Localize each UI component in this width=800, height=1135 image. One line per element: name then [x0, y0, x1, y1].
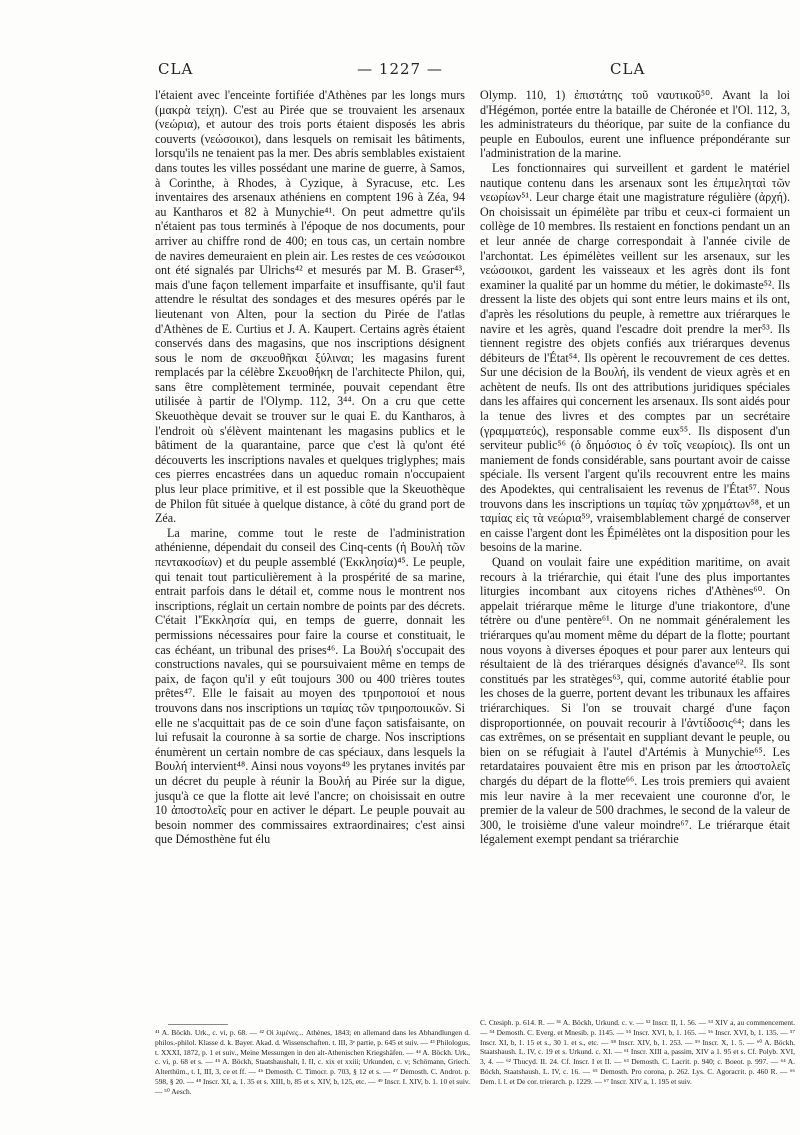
right-paragraph-2: Les fonctionnaires qui surveillent et gardent le matériel nautique contenu dans les arsenaux sont les ἐπιμεληταὶ τῶν νεωρίων⁵¹. Leur charge était une magistrature régulière (ἀρχή). On choisissait un épimélète par tribu et ceux-ci formaient un collège de 10 membres. Ils restaient en fonctions pendant un an et leur année de charge correspondait à l'année civile de l'archontat. Les épimélètes veillent sur les arsenaux, sur les νεώσοικοι, gardent les vaisseaux et les agrès dont ils font examiner la qualité par un homme du métier, le dokimaste⁵². Ils dressent la liste des objets qui sont entre leurs mains et ils ont, d'après les résolutions du peuple, à remettre aux triérarques le navire et les agrès, quand l'escadre doit prendre la mer⁵³. Ils tiennent registre des objets confiés aux triérarques devenus débiteurs de l'État⁵⁴. Ils opèrent le recouvrement de ces dettes. Sur une décision de la Βουλή, ils vendent de vieux agrès et en achètent de neufs. Ils ont des attributions juridiques spéciales dans les affaires qui concernent les arsenaux. Ils sont aidés pour la tenue des livres et des comptes par un secrétaire (γραμματεύς), responsable comme eux⁵⁵. Ils disposent d'un serviteur public⁵⁶ (ὁ δημόσιος ὁ ἐν τοῖς νεωρίοις). Ils ont un maniement de fonds considérable, sans pourtant avoir de caisse spéciale. Ils versent l'argent qu'ils recouvrent entre les mains des Apodektes, qui centralisaient les revenus de l'État⁵⁷. Nous trouvons dans les inscriptions un ταμίας τῶν χρημάτων⁵⁸, et un ταμίας εἰς τὰ νεώρια⁵⁹, vraisemblablement chargé de conserver en caisse l'argent dont les Épimélètes ont la disposition pour les besoins de la marine. — [480, 160, 790, 555]
footnotes-left-text: ⁴¹ A. Böckh. Urk., c. vi, p. 68. — ⁴² Οἱ λιμένες... Athènes, 1843; en allemand dans les Abhandlungen d. philos.-philol. Klasse d. k. Bayer. Akad. d. Wissenschaften. t. III, 3ᵉ partie, p. 645 et suiv. — ⁴³ Philologus, t. XXXI, 1872, p. 1 et suiv., Meine Messungen in den alt-Athenischen Kriegshäfen. — ⁴⁴ A. Böckh. Urk., c. vi, p. 68 et s. — ⁴⁵ A. Böckh, Staatshaushalt, I. II, c. xix et xxiii; Urkunden, c. v; Schömann, Griech. Alterthüm., t. I, III, 3, ce et ff. — ⁴⁶ Demosth. C. Timocr. p. 703, § 12 et s. — ⁴⁷ Demosth. C. Androt. p. 598, § 20. — ⁴⁸ Inscr. XI, a, 1. 35 et s. XIII, b, 85 et s. XIV, b, 125, etc. — ⁴⁹ Inscr. I. XIV, b. 1. 10 et suiv. — ⁵⁰ Aesch. — [155, 1028, 470, 1096]
running-head-right: CLA — [610, 60, 646, 78]
right-paragraph-3: Quand on voulait faire une expédition maritime, on avait recours à la triérarchie, qui était l'une des plus importantes liturgies incombant aux citoyens riches d'Athènes⁶⁰. On appelait triérarque même le liturge d'une triakontore, d'une tétrère ou d'une pentère⁶¹. On ne nommait généralement les triérarques qu'au moment même du départ de la flotte; pourtant nous voyons à diverses époques et pour parer aux lenteurs qui résultaient de là des triérarques désignés d'avance⁶². Ils sont constitués par les stratèges⁶³, qui, comme autorité établie pour les choses de la guerre, portent devant les tribunaux les affaires triérarchiques. Si l'on se trouvait chargé d'une façon disproportionnée, on pouvait recourir à l'ἀντίδοσις⁶⁴; dans les cas extrêmes, on se présentait en suppliant devant le peuple, ou bien on se réfugiait à l'autel d'Artémis à Munychie⁶⁵. Les retardataires pouvaient être mis en prison par les ἀποστολεῖς chargés du départ de la flotte⁶⁶. Les trois premiers qui avaient mis leur navire à la mer recevaient une couronne d'or, le premier de la valeur de 500 drachmes, le second de la valeur de 300, le troisième d'une valeur moindre⁶⁷. Le triérarque était légalement exempt pendant sa triérarchie — [480, 555, 790, 847]
page-number: — 1227 — — [357, 60, 443, 78]
footnotes-right-text: C. Ctesiph. p. 614. R. — ⁵¹ A. Böckh, Urkund. c. v. — ⁵² Inscr. II, 1. 56. — ⁵³ XIV a, au commencement. — ⁵⁴ Demosth. C. Everg. et Mnesib. p. 1145. — ⁵⁵ Inscr. XVI, b, 1. 165. — ⁵⁶ Inscr. XVI, b, 1. 135. — ⁵⁷ Inscr. XI, b, 1. 15 et s., 30 1. et s., etc. — ⁵⁸ Inscr. XIV, b, 1. 253. — ⁵⁹ Inscr. X, 1. 5. — ⁶⁰ A. Böckh. Staatshaush. L. IV, c. 19 et s. Urkund. c. XI. — ⁶¹ Inscr. XIII a, passim, XIV a 1. 95 et s. Cf. Polyb. XVI, 3, 4. — ⁶² Thucyd. II. 24. Cf. Inscr. I et II. — ⁶³ Demosth. C. Lacrit. p. 940; c. Boeot. p. 997. — ⁶⁴ A. Böckh, Staatshaush. L. IV, c. 16. — ⁶⁵ Demosth. Pro corona, p. 262. Lys. C. Agoracrit. p. 460 R. — ⁶⁶ Dem. l. l. et De cor. trierarch. p. 1229. — ⁶⁷ Inscr. XIV a, 1. 195 et suiv. — [480, 1018, 795, 1086]
right-text-column — [480, 88, 790, 847]
left-paragraph-2: La marine, comme tout le reste de l'administration athénienne, dépendait du conseil des Cinq-cents (ἡ Βουλὴ τῶν πεντακοσίων) et du peuple assemblé (Ἐκκλησία)⁴⁵. Le peuple, qui tenait tout particulièrement à la prospérité de sa marine, entrait parfois dans le détail et, comme nous le montrent nos inscriptions, réglait un certain nombre de points par des décrets. C'était l'Ἐκκλησία qui, en temps de guerre, donnait les permissions nécessaires pour faire la course et constituait, le cas échéant, un tribunal des prises⁴⁶. La Βουλή s'occupait des constructions navales, qui se poursuivaient même en temps de paix, de façon qu'il y eût toujours 300 ou 400 trières toutes prêtes⁴⁷. Elle le faisait au moyen des τριηροποιοί et nous trouvons dans nos inscriptions un ταμίας τῶν τριηροποιικῶν. Si elle ne s'acquittait pas de ce soin d'une façon satisfaisante, on lui refusait la couronne à sa sortie de charge. Nos inscriptions énumèrent un certain nombre de cas spéciaux, dans lesquels la Βουλή intervient⁴⁸. Ainsi nous voyons⁴⁹ les prytanes invités par un décret du peuple à réunir la Βουλή au Pirée sur la digue, jusqu'à ce que la flotte ait levé l'ancre; on choisissait en outre 10 ἀποστολεῖς pour en activer le départ. Le peuple pouvait au besoin nommer des commissaires extraordinaires; c'est ainsi que Démosthène fut élu — [155, 525, 465, 847]
left-text-column — [155, 88, 465, 847]
left-paragraph-1: l'étaient avec l'enceinte fortifiée d'Athènes par les longs murs (μακρὰ τείχη). C'est au Pirée que se trouvaient les arsenaux (νεώρια), et autour des trois ports étaient disposés les abris couverts (νεώσοικοι), dans lesquels on remisait les bâtiments, lorsqu'ils ne tenaient pas la mer. Des abris semblables existaient dans toutes les villes possédant une marine de guerre, à Samos, à Corinthe, à Rhodes, à Cyzique, à Syracuse, etc. Les inventaires des arsenaux athéniens en comptent 196 à Zéa, 94 au Kantharos et 82 à Munychie⁴¹. On peut admettre qu'ils n'étaient pas tous terminés à l'époque de nos documents, pour arriver au chiffre rond de 400; en tous cas, un certain nombre de navires demeuraient en plein air. Les restes de ces νεώσοικοι ont été signalés par Ulrichs⁴² et mesurés par M. B. Graser⁴³, mais d'une façon tellement imparfaite et insuffisante, qu'il faut attendre le résultat des sondages et des mesures opérés par le lieutenant von Alten, pour la section du Pirée de l'atlas d'Athènes de E. Curtius et J. A. Kaupert. Certains agrès étaient conservés dans des magasins, que nos inscriptions désignent sous le nom de σκευοθῆκαι ξύλιναι; les magasins furent remplacés par la célèbre Σκευοθήκη de l'architecte Philon, qui, sans être complètement terminée, pouvait cependant être utilisée à partir de l'Olymp. 112, 3⁴⁴. On a cru que cette Skeuothèque devait se trouver sur le quai E. du Kantharos, à l'endroit où s'élèvent maintenant les magasins publics et le bâtiment de la quarantaine, parce que c'est là qu'ont été découverts les inscriptions navales et quelques triglyphes; mais ces pierres encastrées dans un aqueduc romain n'occupaient plus leur place primitive, et il est possible que la Skeuothèque de Philon fût située à quelque distance, à côté du grand port de Zéa. — [155, 88, 465, 526]
footnotes-right — [480, 1018, 795, 1087]
right-paragraph-1: Olymp. 110, 1) ἐπιστάτης τοῦ ναυτικοῦ⁵⁰. Avant la loi d'Hégémon, portée entre la bataille de Chéronée et l'Ol. 112, 3, les administrateurs du théorique, par suite de la confiance du peuple en Euboulos, eurent une influence prépondérante sur l'administration de la marine. — [480, 88, 790, 161]
footnotes-left — [155, 1028, 470, 1097]
running-head-left: CLA — [158, 60, 194, 78]
footnote-divider — [168, 1024, 228, 1025]
